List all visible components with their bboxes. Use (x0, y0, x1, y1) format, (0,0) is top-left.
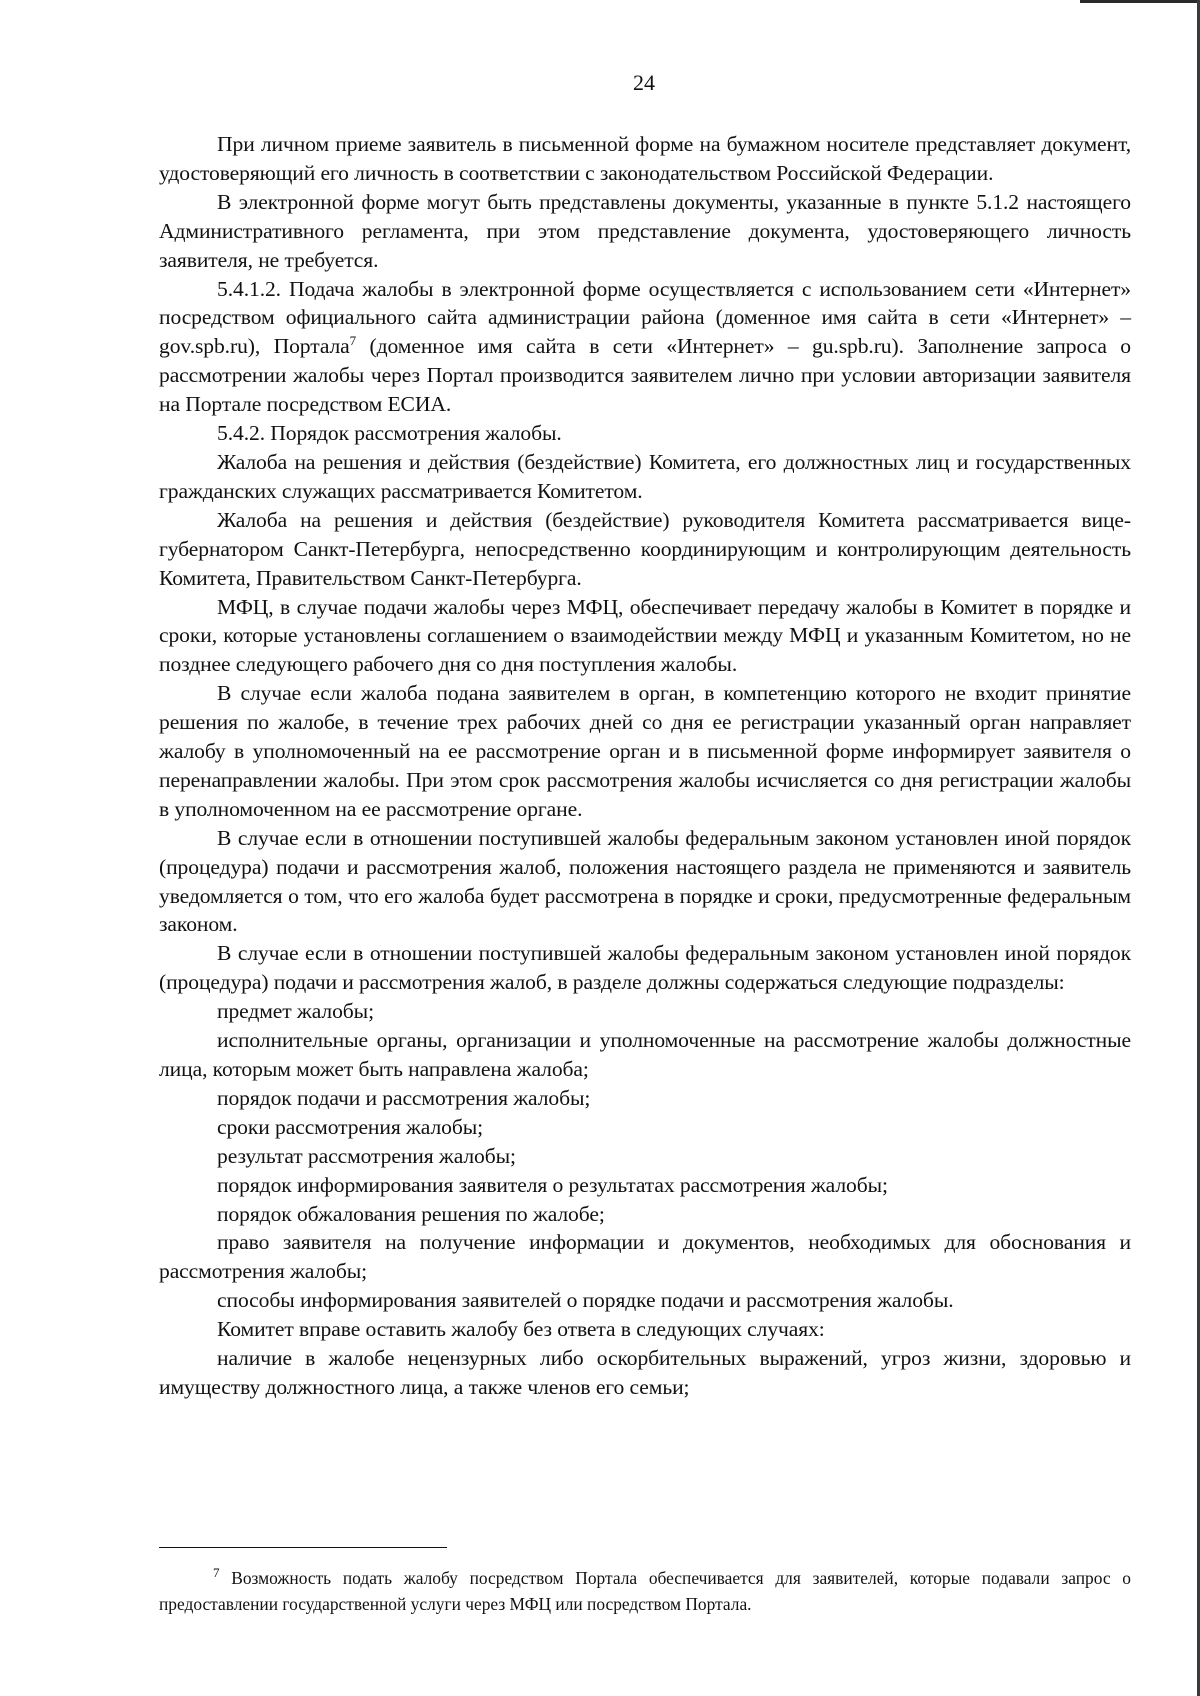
list-item-subject: предмет жалобы; (217, 999, 374, 1024)
footnote-text: Возможность подать жалобу посредством Портала обеспечивается для заявителей, которые подавали запрос о предоставлении государственной услуги через МФЦ или посредством Портала. (159, 1568, 1131, 1614)
paragraph-head-complaint: Жалоба на решения и действия (бездействие) руководителя Комитета рассматривается вице-губернатором Санкт-Петербурга, непосредственно координирующим и контролирующим деятельность Комитета, Правительством Санкт-Петербурга. (159, 507, 1131, 590)
footnote (159, 1565, 1131, 1617)
paragraph-federal-law-1: В случае если в отношении поступившей жалобы федеральным законом установлен иной порядок (процедура) подачи и рассмотрения жалоб, положения настоящего раздела не применяются и заявитель уведомляется о том, что его жалоба будет рассмотрена в порядке и сроки, предусмотренные федеральным законом. (159, 825, 1131, 937)
list-item-obscene-language: наличие в жалобе нецензурных либо оскорбительных выражений, угроз жизни, здоровью и имуществу должностного лица, а также членов его семьи; (159, 1346, 1131, 1399)
paragraph-5-4-1-2-start: 5.4.1.2. Подача жалобы в электронной форме осуществляется с использованием сети «Интернет» посредством официального сайта администрации района (доменное имя сайта в сети «Интернет» – gov.spb.ru), Портала (159, 276, 1131, 359)
paragraph-no-response-cases: Комитет вправе оставить жалобу без ответа в следующих случаях: (217, 1317, 825, 1342)
list-item-submission-order: порядок подачи и рассмотрения жалобы; (217, 1085, 591, 1110)
paragraph-redirect: В случае если жалоба подана заявителем в орган, в компетенцию которого не входит принятие решения по жалобе, в течение трех рабочих дней со дня ее регистрации указанный орган направляет жалобу в уполномоченный на ее рассмотрение орган и в письменной форме информирует заявителя о перенаправлении жалобы. При этом срок рассмотрения жалобы исчисляется со дня регистрации жалобы в уполномоченном на ее рассмотрение органе. (159, 681, 1131, 821)
list-item-right-to-info: право заявителя на получение информации и документов, необходимых для обоснования и рассмотрения жалобы; (159, 1230, 1131, 1284)
page-number: 24 (633, 70, 655, 95)
footnote-marker: 7 (213, 1565, 220, 1580)
list-item-informing: порядок информирования заявителя о результатах рассмотрения жалобы; (217, 1172, 888, 1197)
document-body (159, 130, 1131, 1402)
list-item-authorities: исполнительные органы, организации и уполномоченные на рассмотрение жалобы должностные лица, которым может быть направлена жалоба; (159, 1028, 1131, 1081)
paragraph-federal-law-2: В случае если в отношении поступившей жалобы федеральным законом установлен иной порядок (процедура) подачи и рассмотрения жалоб, в разделе должны содержаться следующие подразделы: (159, 941, 1131, 995)
list-item-result: результат рассмотрения жалобы; (217, 1143, 516, 1168)
list-item-terms: сроки рассмотрения жалобы; (217, 1114, 484, 1139)
list-item-informing-methods: способы информирования заявителей о порядке подачи и рассмотрения жалобы. (217, 1288, 954, 1313)
paragraph-5-4-2-heading: 5.4.2. Порядок рассмотрения жалобы. (217, 421, 562, 446)
paragraph-personal-reception: При личном приеме заявитель в письменной форме на бумажном носителе представляет документ, удостоверяющий его личность в соответствии с законодательством Российской Федерации. (159, 132, 1131, 185)
list-item-appeal: порядок обжалования решения по жалобе; (217, 1201, 605, 1226)
paragraph-5-4-1-2-end: (доменное имя сайта в сети «Интернет» – gu.spb.ru). Заполнение запроса о рассмотрении жалобы через Портал производится заявителем лично при условии авторизации заявителя на Портале посредством ЕСИА. (159, 334, 1131, 417)
footnote-reference: 7 (349, 333, 357, 349)
paragraph-electronic-form: В электронной форме могут быть представлены документы, указанные в пункте 5.1.2 настоящего Административного регламента, при этом представление документа, удостоверяющего личность заявителя, не требуется. (159, 189, 1131, 272)
scan-edge-top (1080, 0, 1200, 3)
paragraph-committee-complaint: Жалоба на решения и действия (бездействие) Комитета, его должностных лиц и государственных гражданских служащих рассматривается Комитетом. (159, 449, 1131, 503)
footnote-divider (159, 1547, 447, 1548)
paragraph-5-4-1-2 (159, 275, 1131, 420)
paragraph-mfc-transfer: МФЦ, в случае подачи жалобы через МФЦ, обеспечивает передачу жалобы в Комитет в порядке и сроки, которые установлены соглашением о взаимодействии между МФЦ и указанным Комитетом, но не позднее следующего рабочего дня со дня поступления жалобы. (159, 594, 1131, 677)
